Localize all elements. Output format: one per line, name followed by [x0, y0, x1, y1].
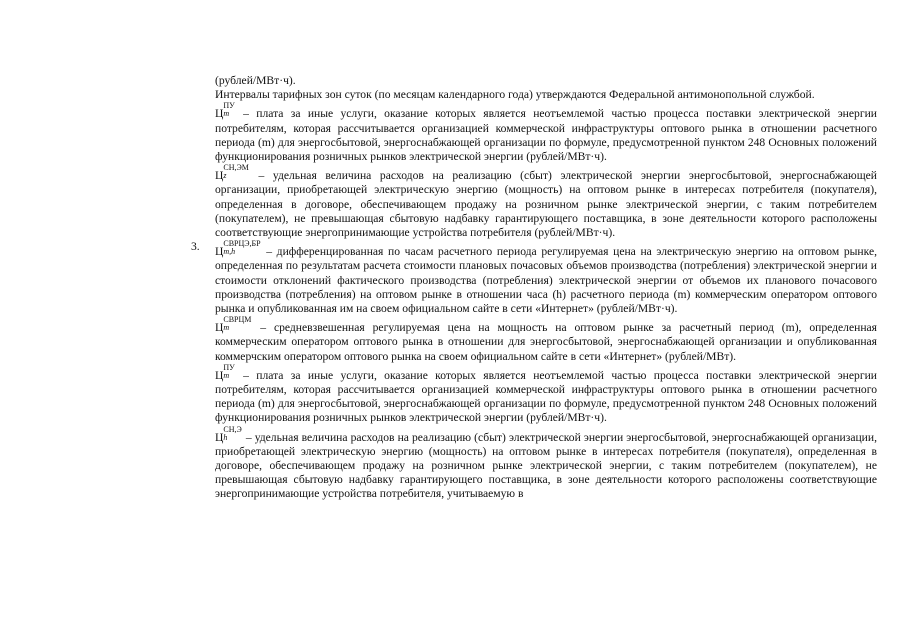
definition-text: – дифференцированная по часам расчетного периода регулируемая цена на электрическую энергию на оптовом рынке, определенная по результатам расчета стоимости плановых почасовых объемов производства (потребления) электрической энергии и стоимости отклонений фактического производства (потребления) электрической энергии от объемов их планового почасового производства (потребления) на оптовом рынке в отношении часа (h) расчетного периода (m) коммерческим оператором оптового рынка и опубликованная им на своем официальном сайте в сети «Интернет» (рублей/МВт·ч). [215, 245, 877, 316]
list-item-number: 3. [191, 240, 200, 254]
definition-text: – удельная величина расходов на реализацию (сбыт) электрической энергии энергосбытовой, энергоснабжающей организации, приобретающей электрическую энергию (мощность) на оптовом рынке в интересах потребителя (покупателя), определенная в договоре, обеспечивающем продажу на розничном рынке электрической энергии, с таким потребителем (покупателем), не превышающая сбытовую надбавку гарантирующего поставщика, в зоне деятельности которого расположены соответствующие энергопринимающие устройства потребителя, учитываемую в [215, 430, 877, 501]
document-page [191, 74, 877, 502]
paragraph-intervals: Интервалы тарифных зон суток (по месяцам календарного года) утверждаются Федеральной антимонопольной службой. [215, 88, 815, 102]
definition-svrce-br [215, 240, 877, 316]
definition-text: – удельная величина расходов на реализацию (сбыт) электрической энергии энергосбытовой, энергоснабжающей организации, приобретающей электрическую энергию (мощность) на оптовом рынке в интересах потребителя (покупателя), определенная в договоре, обеспечивающем продажу на розничном рынке электрической энергии, с таким потребителем (покупателем), не превышающая сбытовую надбавку гарантирующего поставщика, в зоне деятельности которого расположены соответствующие энергопринимающие устройства потребителя (рублей/МВт·ч). [215, 169, 877, 240]
definition-pu-second [215, 364, 877, 426]
definition-text: – плата за иные услуги, оказание которых является неотъемлемой частью процесса поставки электрической энергии потребителям, которая рассчитывается организацией коммерческой инфраструктуры оптового рынка в отношении расчетного периода (m) для энергосбытовой, энергоснабжающей организации по формуле, предусмотренной пунктом 248 Основных положений функционирования розничных рынков электрической энергии (рублей/МВт·ч). [215, 107, 877, 164]
definition-pu-first [215, 102, 877, 164]
formula-symbol: Ц СН,ЭМ z [215, 163, 249, 183]
definition-svrcm [215, 316, 877, 364]
formula-symbol: Ц СВРЦМ m [215, 315, 252, 335]
paragraph-units: (рублей/МВт·ч). [215, 74, 296, 87]
formula-symbol: Ц СН,Э h [215, 424, 242, 444]
formula-symbol: Ц ПУ m [215, 362, 235, 382]
definition-sn-e [215, 426, 877, 502]
definition-text: – плата за иные услуги, оказание которых является неотъемлемой частью процесса поставки электрической энергии потребителям, которая рассчитывается организацией коммерческой инфраструктуры оптового рынка в отношении расчетного периода (m) для энергосбытовой, энергоснабжающей организации по формуле, предусмотренной пунктом 248 Основных положений функционирования розничных рынков электрической энергии (рублей/МВт·ч). [215, 368, 877, 425]
definition-text: – средневзвешенная регулируемая цена на мощность на оптовом рынке за расчетный период (m), определенная коммерческим оператором оптового рынка в отношении для энергосбытовой, энергоснабжающей организации и опубликованная коммерчским оператором оптового рынка на своем официальном сайте в сети «Интернет» (рублей/МВт). [215, 321, 877, 363]
list-item-3 [191, 239, 877, 316]
definition-sn-em [215, 164, 877, 240]
formula-symbol: Ц СВРЦЭ,БР m,h [215, 239, 261, 259]
formula-symbol: Ц ПУ m [215, 101, 235, 121]
